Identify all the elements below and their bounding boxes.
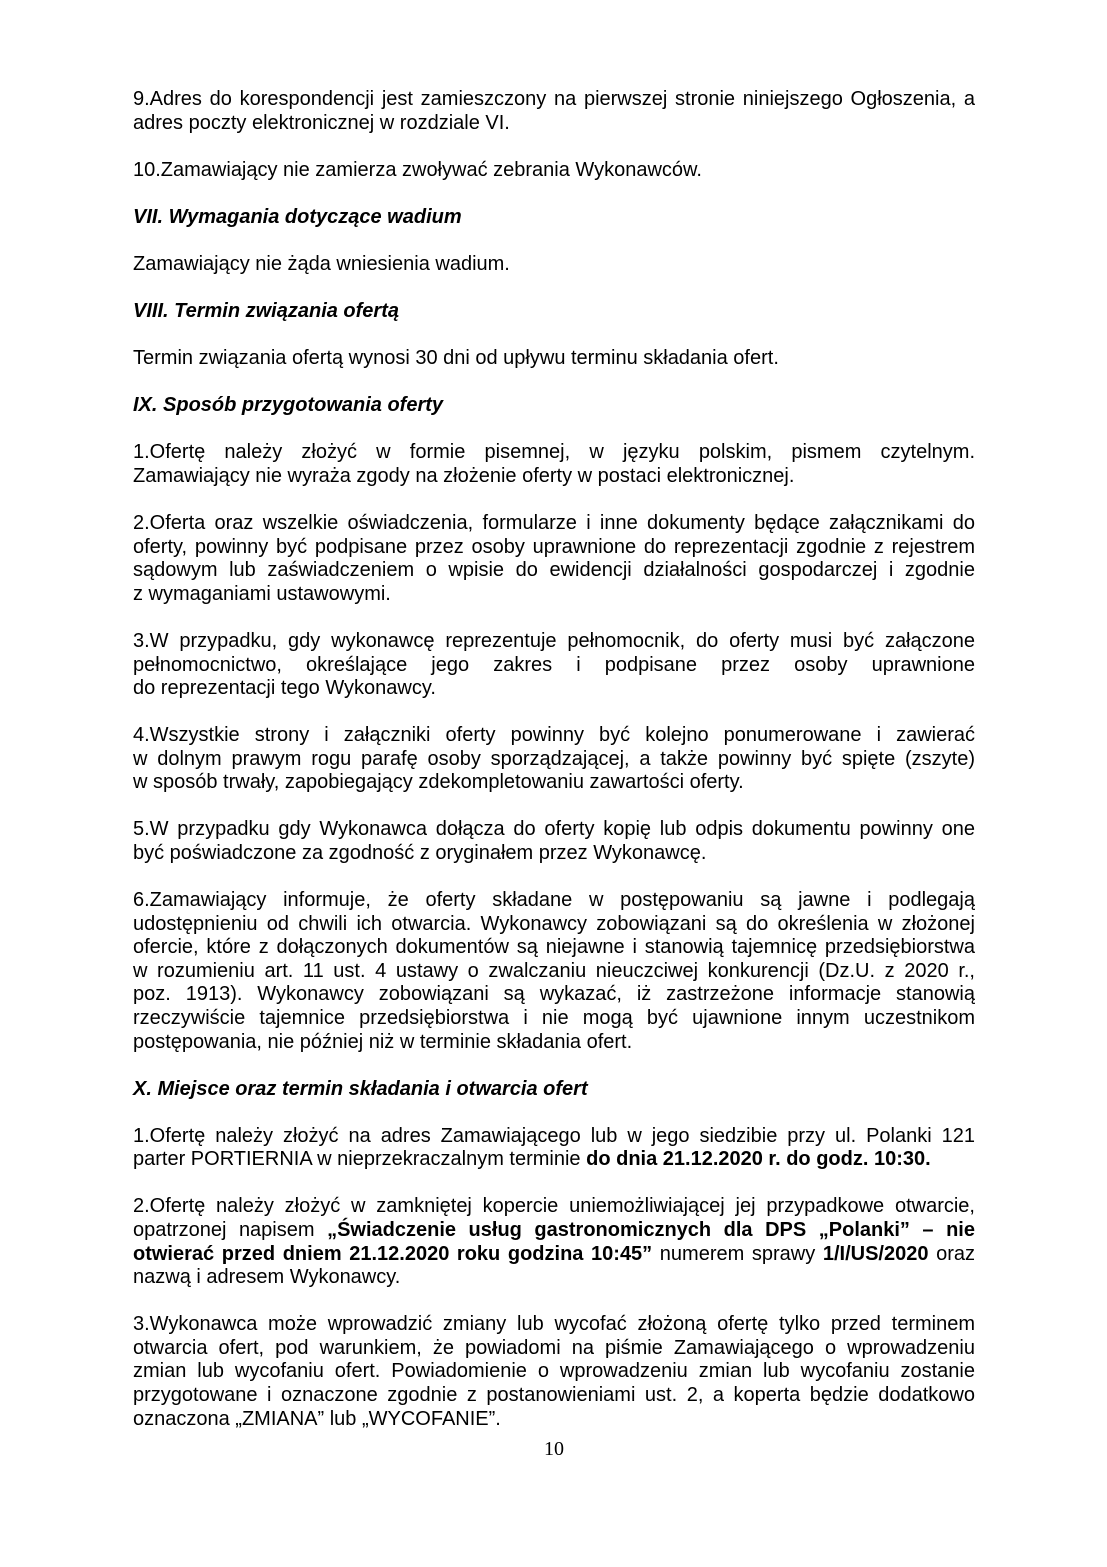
- paragraph-line: Termin związania ofertą wynosi 30 dni od upływu terminu składania ofert.: [133, 347, 779, 370]
- section-viii-heading: VIII. Termin związania ofertą: [133, 300, 399, 323]
- paragraph-line: w dolnym prawym rogu parafę osoby sporządzającej, a także powinny być spięte (zszyte): [133, 747, 975, 770]
- paragraph-line: 10.Zamawiający nie zamierza zwoływać zebrania Wykonawców.: [133, 158, 702, 181]
- paragraph-line: [133, 1148, 975, 1172]
- section-ix-item-4: [133, 724, 975, 795]
- text-segment: parter PORTIERNIA w nieprzekraczalnym terminie: [133, 1148, 587, 1171]
- paragraph-line: otwarcia ofert, pod warunkiem, że powiadomi na piśmie Zamawiającego o wprowadzeniu: [133, 1336, 975, 1359]
- paragraph-line: [133, 1243, 975, 1267]
- paragraph-line: oferty, powinny być podpisane przez osoby uprawnione do reprezentacji zgodnie z rejestrem: [133, 535, 975, 558]
- paragraph-line: 2.Oferta oraz wszelkie oświadczenia, formularze i inne dokumenty będące załącznikami do: [133, 512, 975, 535]
- envelope-label-text: otwierać przed dniem 21.12.2020 roku godzina 10:45”: [133, 1242, 653, 1265]
- text-segment: oraz: [928, 1242, 975, 1265]
- paragraph-line: 3.Wykonawca może wprowadzić zmiany lub wycofać złożoną ofertę tylko przed terminem: [133, 1313, 975, 1336]
- section-x-item-2: [133, 1195, 975, 1289]
- paragraph-line: 3.W przypadku, gdy wykonawcę reprezentuje pełnomocnik, do oferty musi być załączone: [133, 629, 975, 652]
- section-vii-heading: VII. Wymagania dotyczące wadium: [133, 205, 462, 228]
- paragraph-line: rzeczywiście tajemnice przedsiębiorstwa i nie mogą być ujawnione innym uczestnikom: [133, 1006, 975, 1029]
- text-segment: numerem sprawy: [652, 1242, 823, 1265]
- paragraph-line: adres poczty elektronicznej w rozdziale VI.: [133, 111, 510, 134]
- paragraph-line: 1.Ofertę należy złożyć na adres Zamawiającego lub w jego siedzibie przy ul. Polanki 121: [133, 1124, 975, 1147]
- paragraph-line: z wymaganiami ustawowymi.: [133, 582, 391, 605]
- paragraph-line: Zamawiający nie wyraża zgody na złożenie oferty w postaci elektronicznej.: [133, 465, 795, 487]
- case-number-text: 1/I/US/2020: [822, 1242, 929, 1265]
- page-number: 10: [544, 1438, 564, 1460]
- deadline-text: do dnia 21.12.2020 r. do godz. 10:30.: [586, 1148, 931, 1171]
- section-x-item-1: [133, 1125, 975, 1172]
- section-ix-item-1: [133, 441, 975, 488]
- paragraph-line: postępowania, nie później niż w terminie składania ofert.: [133, 1030, 633, 1053]
- paragraph-line: 4.Wszystkie strony i załączniki oferty powinny być kolejno ponumerowane i zawierać: [133, 724, 975, 747]
- section-ix-item-2: [133, 512, 975, 606]
- section-vii-paragraph: [133, 253, 975, 277]
- section-viii-paragraph: [133, 347, 975, 371]
- paragraph-line: 9.Adres do korespondencji jest zamieszczony na pierwszej stronie niniejszego Ogłoszenia, a: [133, 88, 975, 110]
- paragraph-line: zmian lub wycofaniu ofert. Powiadomienie o wprowadzeniu zmian lub wycofaniu zostanie: [133, 1360, 975, 1383]
- section-ix-item-6: [133, 889, 975, 1054]
- section-x-heading: X. Miejsce oraz termin składania i otwarcia ofert: [133, 1077, 588, 1100]
- paragraph-line: 2.Ofertę należy złożyć w zamkniętej kopercie uniemożliwiającej jej przypadkowe otwarcie,: [133, 1195, 975, 1218]
- paragraph-line: pełnomocnictwo, określające jego zakres i podpisane przez osoby uprawnione: [133, 653, 975, 676]
- section-ix-item-5: [133, 818, 975, 865]
- paragraph-line: [133, 1219, 975, 1243]
- section-x-item-3: [133, 1313, 975, 1431]
- item-9-paragraph: [133, 88, 975, 135]
- paragraph-line: być poświadczone za zgodność z oryginałem przez Wykonawcę.: [133, 842, 707, 864]
- envelope-label-text: „Świadczenie usług gastronomicznych dla DPS „Polanki” – nie: [327, 1219, 975, 1241]
- paragraph-line: udostępnieniu od chwili ich otwarcia. Wykonawcy zobowiązani są do określenia w złożonej: [133, 912, 975, 935]
- paragraph-line: w sposób trwały, zapobiegający zdekompletowaniu zawartości oferty.: [133, 771, 744, 794]
- paragraph-line: ofercie, które z dołączonych dokumentów są niejawne i stanowią tajemnicę przedsiębiorstwa: [133, 936, 975, 959]
- paragraph-line: w rozumieniu art. 11 ust. 4 ustawy o zwalczaniu nieuczciwej konkurencji (Dz.U. z 2020 r.,: [133, 959, 975, 982]
- paragraph-line: przygotowane i oznaczone zgodnie z postanowieniami ust. 2, a koperta będzie dodatkowo: [133, 1383, 975, 1406]
- text-segment: opatrzonej napisem: [133, 1219, 328, 1241]
- page-content: [133, 88, 975, 1455]
- paragraph-line: nazwą i adresem Wykonawcy.: [133, 1266, 401, 1289]
- paragraph-line: do reprezentacji tego Wykonawcy.: [133, 677, 436, 700]
- paragraph-line: 6.Zamawiający informuje, że oferty składane w postępowaniu są jawne i podlegają: [133, 889, 975, 912]
- paragraph-line: oznaczona „ZMIANA” lub „WYCOFANIE”.: [133, 1407, 501, 1430]
- section-ix-item-3: [133, 630, 975, 701]
- paragraph-line: Zamawiający nie żąda wniesienia wadium.: [133, 252, 510, 275]
- section-ix-heading: IX. Sposób przygotowania oferty: [133, 394, 444, 417]
- paragraph-line: 1.Ofertę należy złożyć w formie pisemnej, w języku polskim, pismem czytelnym.: [133, 441, 975, 464]
- paragraph-line: poz. 1913). Wykonawcy zobowiązani są wykazać, iż zastrzeżone informacje stanowią: [133, 983, 975, 1006]
- paragraph-line: 5.W przypadku gdy Wykonawca dołącza do oferty kopię lub odpis dokumentu powinny one: [133, 818, 975, 841]
- paragraph-line: sądowym lub zaświadczeniem o wpisie do ewidencji działalności gospodarczej i zgodnie: [133, 559, 975, 582]
- item-10-paragraph: [133, 159, 975, 183]
